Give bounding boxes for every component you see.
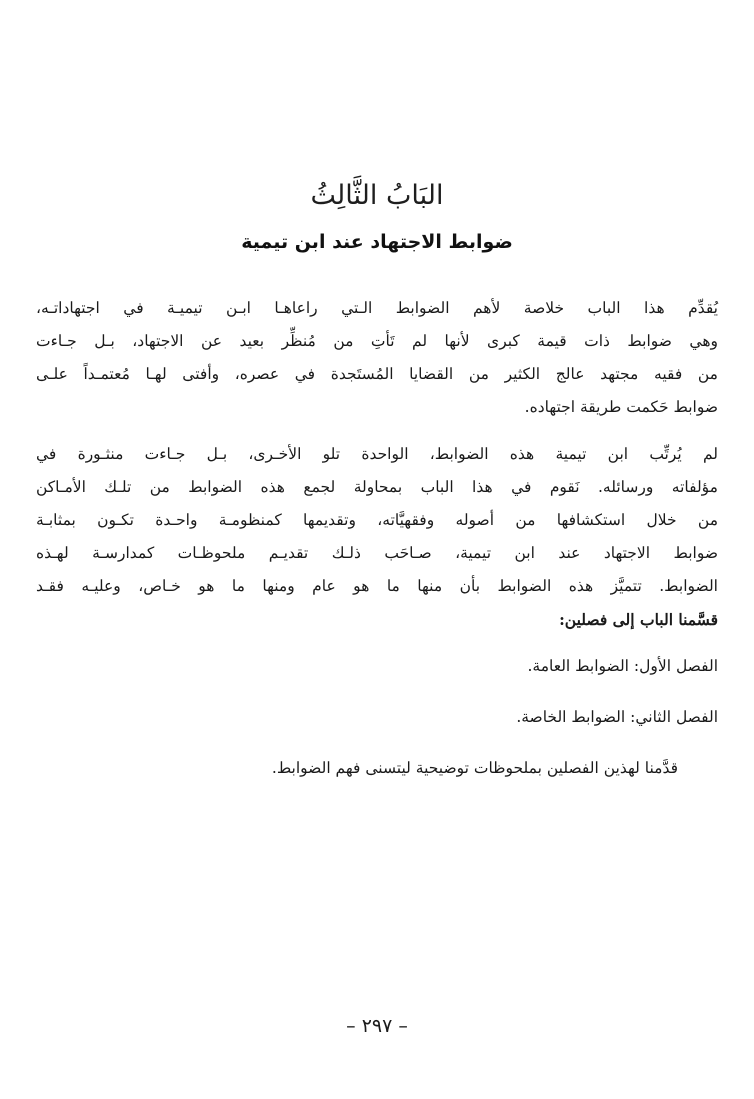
text-line: ضوابط الاجتهاد عند ابن تيمية، صـاحَب ذلـك تقديـم ملحوظـات كمدارسـة لهـذه	[36, 544, 718, 562]
text-line: مؤلفاته ورسائله. نَقوم في هذا الباب بمحاولة لجمع هذه الضوابط من تلـك الأمـاكن	[36, 478, 718, 496]
chapter-title: ضوابط الاجتهاد عند ابن تيمية	[241, 231, 513, 253]
text-line: من خلال استكشافها من أصوله وفقهيَّاته، وتقديمها كمنظومـة واحـدة تكـون بمثابـة	[36, 511, 718, 529]
text-line: وهي ضوابط ذات قيمة كبرى لأنها لم تَأتِ من مُنظِّر بعيد عن الاجتهاد، بـل جـاءت	[36, 332, 718, 350]
closing-note: قدَّمنا لهذين الفصلين بملحوظات توضيحية ليتسنى فهم الضوابط.	[271, 759, 678, 777]
body-text	[36, 292, 718, 785]
text-line: الضوابط. تتميَّز هذه الضوابط بأن منها ما هو عام ومنها ما هو خـاص، وعليـه فقـد	[36, 577, 718, 595]
text-line: لم يُرتِّب ابن تيمية هذه الضوابط، الواحدة تلو الأخـرى، بـل جـاءت منثـورة في	[36, 445, 718, 463]
section-list	[36, 650, 718, 734]
text-line: من فقيه مجتهد عالج الكثير من القضايا المُستَجدة في عصره، وأفتى لهـا مُعتمـداً علـى	[36, 365, 718, 383]
paragraph-structure	[36, 438, 718, 636]
section-item-first: الفصل الأول: الضوابط العامة.	[527, 657, 718, 675]
chapter-heading	[60, 176, 694, 256]
text-line: يُقدِّم هذا الباب خلاصة لأهم الضوابط الـتي راعاهـا ابـن تيميـة في اجتهاداتـه،	[36, 299, 718, 317]
section-item-second: الفصل الثاني: الضوابط الخاصة.	[516, 708, 718, 726]
text-line: قسَّمنا الباب إلى فصلين:	[559, 610, 718, 629]
paragraph-intro	[36, 292, 718, 424]
text-line: ضوابط حَكمت طريقة اجتهاده.	[524, 398, 718, 416]
page-number: – ٢٩٧ –	[346, 1015, 408, 1037]
chapter-label: البَابُ الثَّالِثُ	[310, 180, 444, 211]
